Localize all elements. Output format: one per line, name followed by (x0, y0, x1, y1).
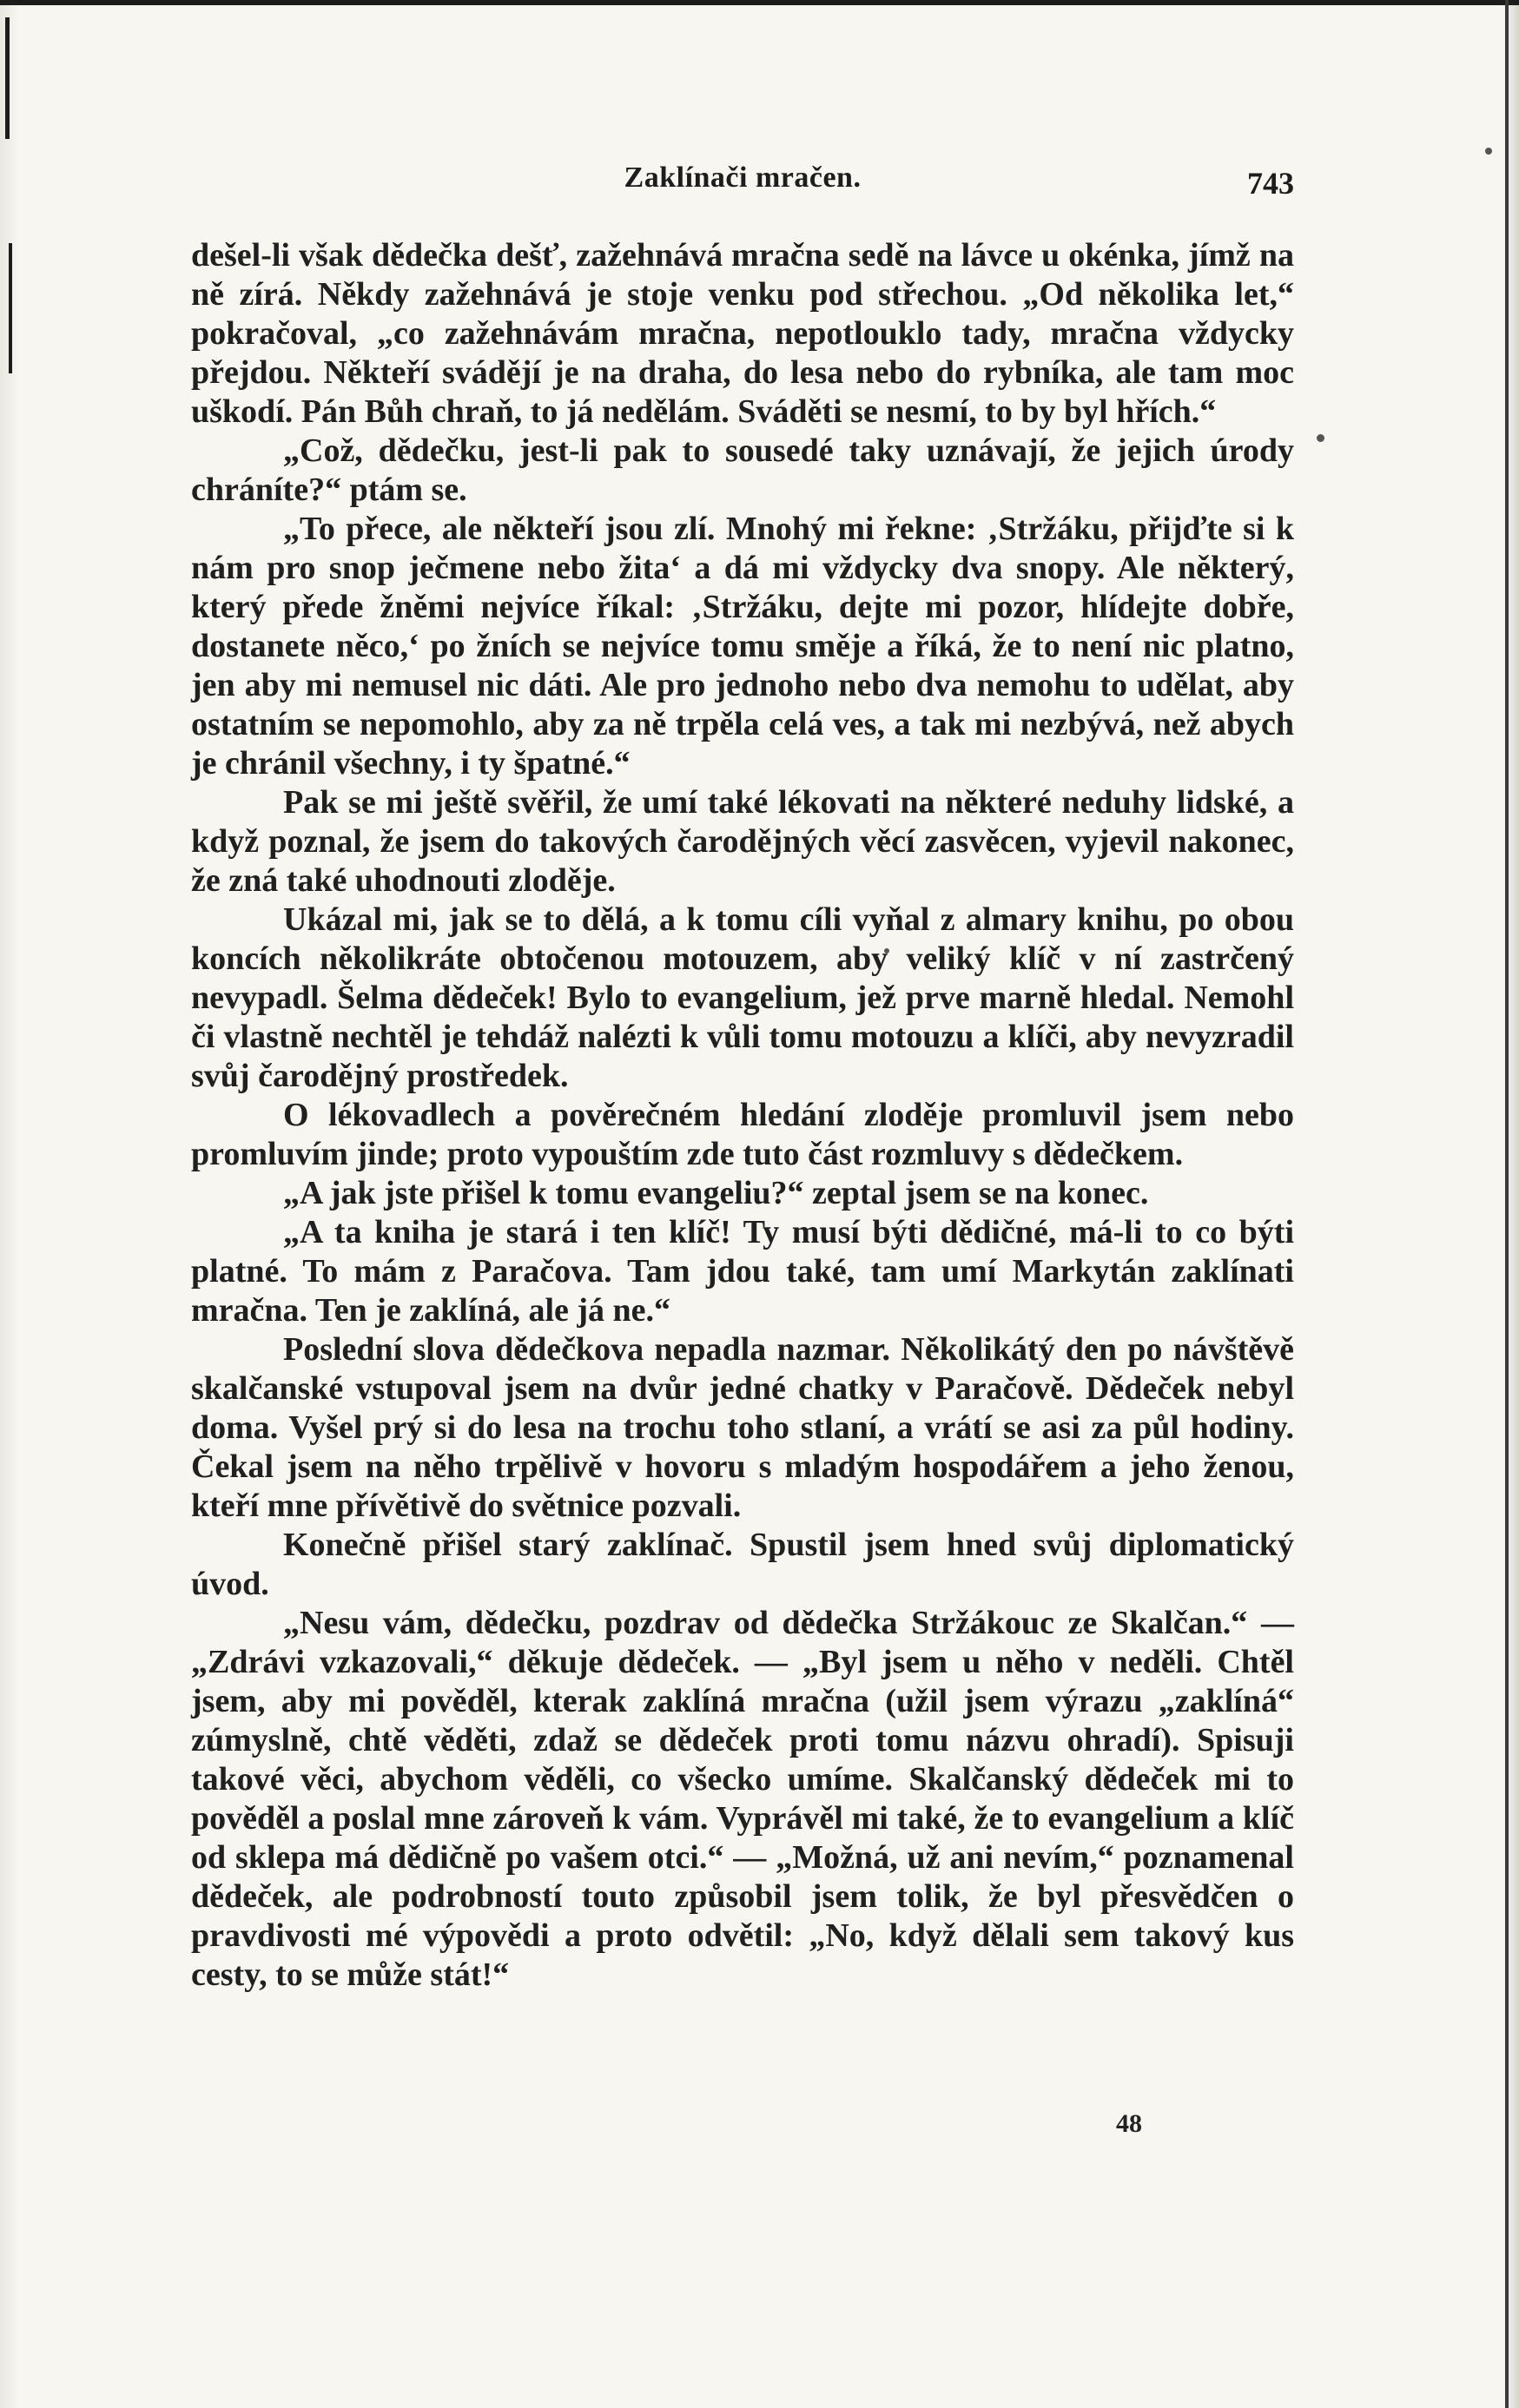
page-number: 743 (1247, 166, 1294, 201)
paragraph: Poslední slova dědečkova nepadla nazmar. Několikátý den po návštěvě skalčanské vstupoval jsem na dvůr jedné chatky v Paračově. Dědeček nebyl doma. Vyšel prý si do lesa na trochu toho stlaní, a vrátí se asi za půl hodiny. Čekal jsem na něho trpělivě v hovoru s mladým hospodářem a jeho ženou, kteří mne přívětivě do světnice pozvali. (191, 1331, 1294, 1524)
running-head (191, 156, 1294, 208)
paragraph: „A ta kniha je stará i ten klíč! Ty musí býti dědičné, má-li to co býti platné. To mám z Paračova. Tam jdou také, tam umí Markytán zaklínati mračna. Ten je zaklíná, ale já ne.“ (191, 1214, 1294, 1329)
paragraph: O lékovadlech a pověrečném hledání zloděje promluvil jsem nebo promluvím jinde; proto vypouštím zde tuto část rozmluvy s dědečkem. (191, 1097, 1294, 1172)
scan-artifact-top-line (0, 0, 1519, 5)
scan-artifact-right-edge (1505, 0, 1509, 2408)
scan-artifact-left-mark (5, 17, 10, 139)
paragraph: „A jak jste přišel k tomu evangeliu?“ zeptal jsem se na konec. (283, 1175, 1149, 1211)
running-title: Zaklínači mračen. (624, 162, 862, 194)
paragraph: Ukázal mi, jak se to dělá, a k tomu cíli vyňal z almary knihu, po obou koncích několikráte obtočenou motouzem, aby veliký klíč v ní zastrčený nevypadl. Šelma dědeček! Bylo to evangelium, jež prve marně hledal. Nemohl či vlastně nechtěl je tehdáž nalézti k vůli tomu motouzu a klíči, aby nevyzradil svůj čarodějný prostředek. (191, 901, 1294, 1094)
paragraph: Pak se mi ještě svěřil, že umí také lékovati na některé neduhy lidské, a když poznal, že jsem do takových čarodějných věcí zasvěcen, vyjevil nakonec, že zná také uhodnouti zloděje. (191, 784, 1294, 899)
printer-signature: 48 (1116, 2109, 1142, 2138)
paragraph: Konečně přišel starý zaklínač. Spustil jsem hned svůj diplomatický úvod. (191, 1527, 1294, 1602)
paragraph: „Nesu vám, dědečku, pozdrav od dědečka Stržákouc ze Skalčan.“ — „Zdrávi vzkazovali,“ děkuje dědeček. — „Byl jsem u něho v neděli. Chtěl jsem, aby mi pověděl, kterak zaklíná mračna (užil jsem výrazu „zaklíná“ zúmyslně, chtě věděti, zdaž se dědeček proti tomu názvu ohradí). Spisuji takové věci, abychom věděli, co všecko umíme. Skalčanský dědeček mi to pověděl a poslal mne zároveň k vám. Vyprávěl mi také, že to evangelium a klíč od sklepa má dědičně po vašem otci.“ — „Možná, už ani nevím,“ poznamenal dědeček, ale podrobností touto způsobil jsem tolik, že byl přesvědčen o pravdivosti mé výpovědi a proto odvětil: „No, když dělali sem takový kus cesty, to se může stát!“ (191, 1605, 1294, 1993)
paragraph: „To přece, ale někteří jsou zlí. Mnohý mi řekne: ‚Stržáku, přijďte si k nám pro snop ječmene nebo žita‘ a dá mi vždycky dva snopy. Ale některý, který přede žněmi nejvíce říkal: ‚Stržáku, dejte mi pozor, hlídejte dobře, dostanete něco,‘ po žních se nejvíce tomu směje a říká, že to není nic platno, jen aby mi nemusel nic dáti. Ale pro jednoho nebo dva nemohu to udělat, aby ostatním se nepomohlo, aby za ně trpěla celá ves, a tak mi nezbývá, než abych je chránil všechny, i ty špatné.“ (191, 511, 1294, 782)
scan-artifact-left-mark-lower (9, 243, 12, 373)
body-text (191, 236, 1294, 1995)
scan-speck (1317, 434, 1324, 442)
paragraph: dešel-li však dědečka dešť, zažehnává mračna sedě na lávce u okénka, jímž na ně zírá. Někdy zažehnává je stoje venku pod střechou. „Od několika let,“ pokračoval, „co zažehnávám mračna, nepotlouklo tady, mračna vždycky přejdou. Někteří svádějí je na draha, do lesa nebo do rybníka, ale tam moc uškodí. Pán Bůh chraň, to já nedělám. Sváděti se nesmí, to by byl hřích.“ (191, 237, 1294, 430)
paragraph: „Což, dědečku, jest-li pak to sousedé taky uznávají, že jejich úrody chráníte?“ ptám se. (191, 432, 1294, 508)
scan-speck (1485, 148, 1492, 155)
